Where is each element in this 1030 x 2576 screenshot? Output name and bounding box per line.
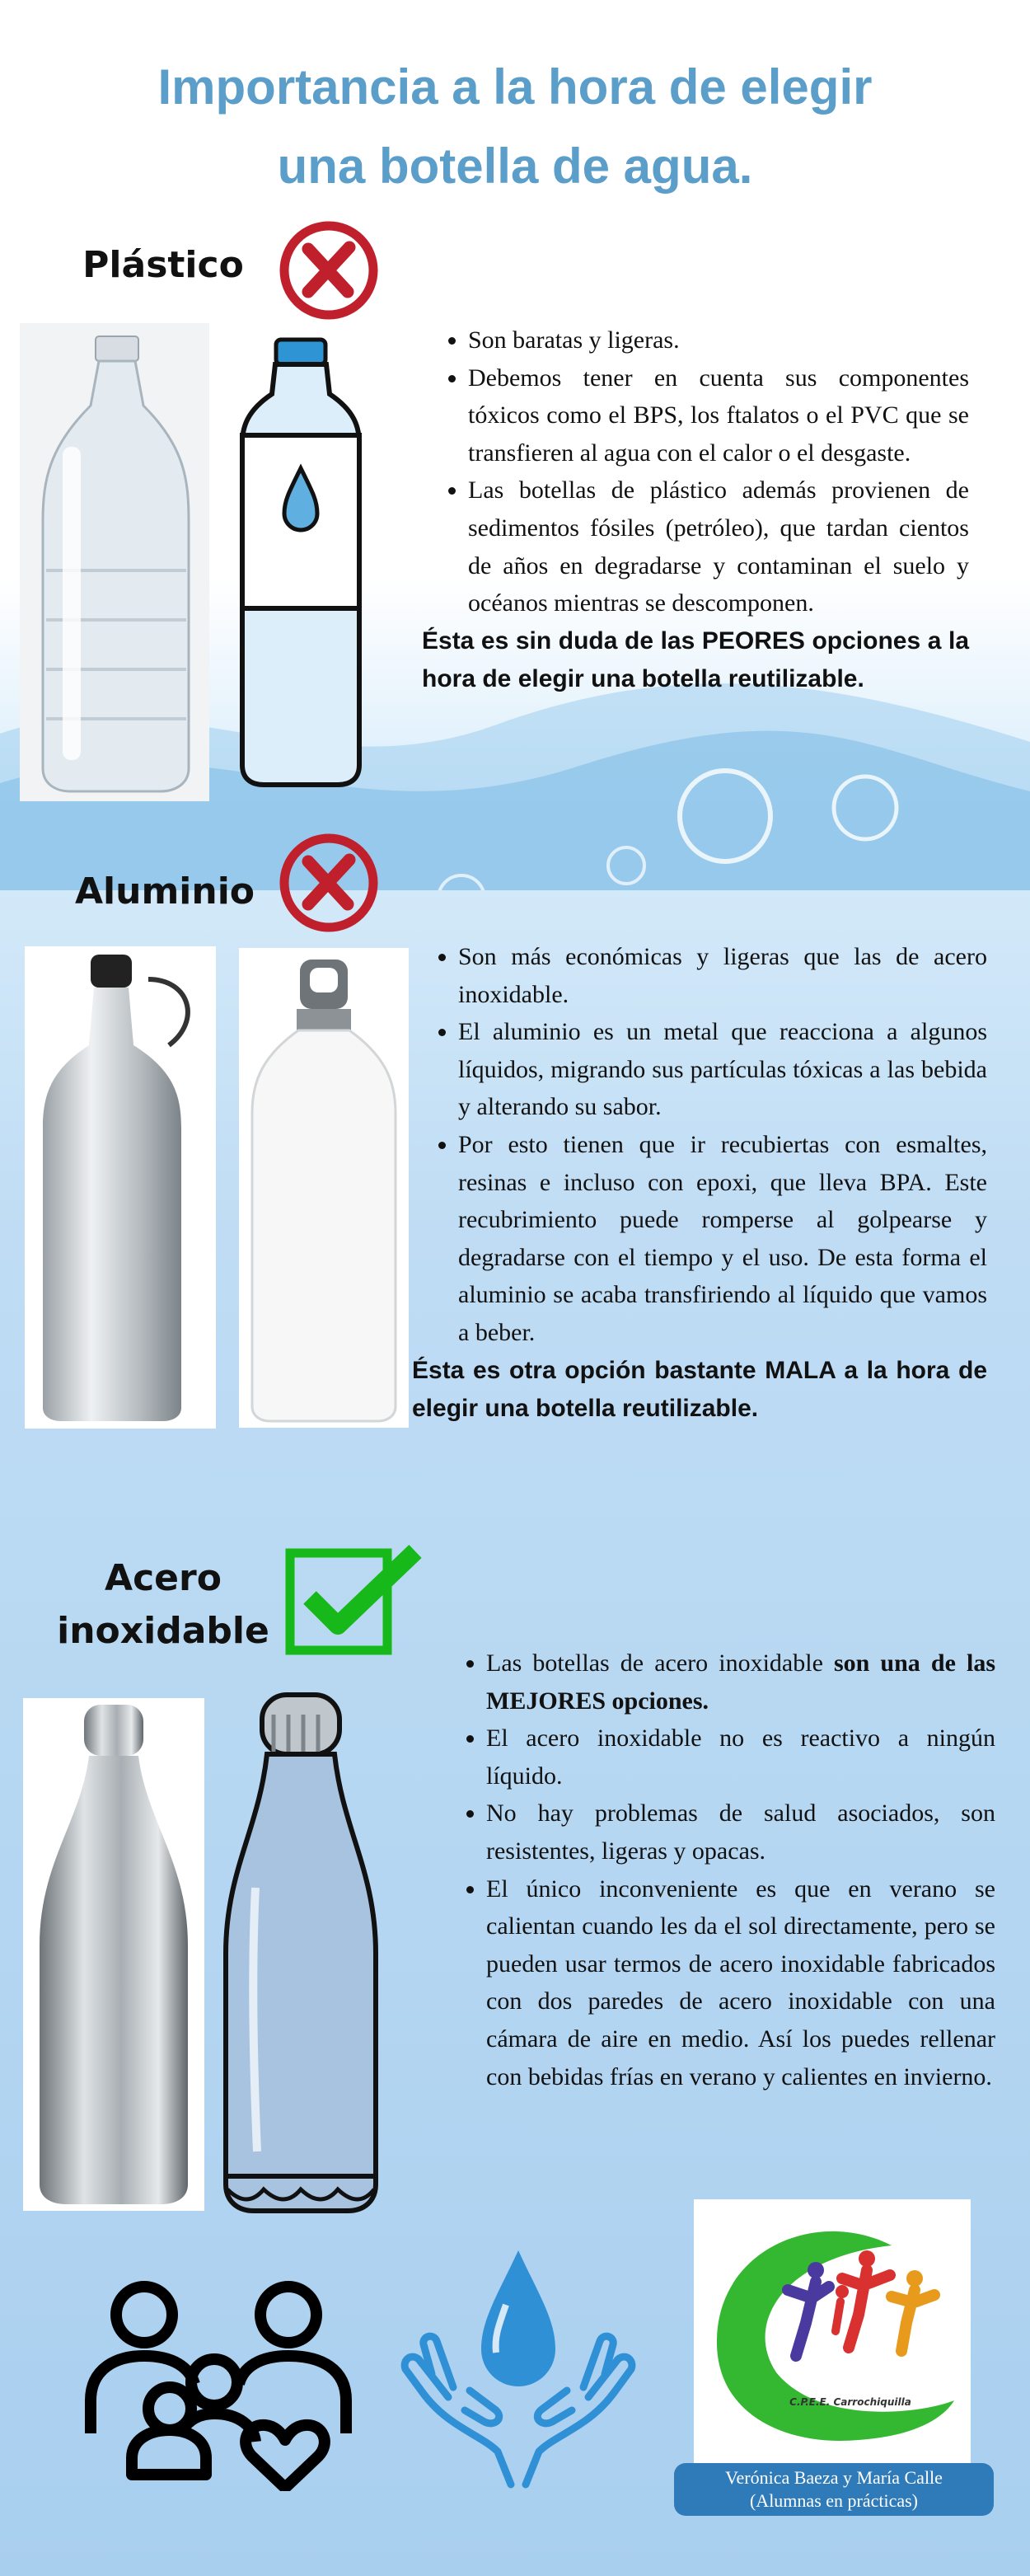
title-line-1: Importancia a la hora de elegir	[157, 59, 873, 115]
credit-line-1: Verónica Baeza y María Calle	[725, 2467, 943, 2488]
stainless-bottle-photo	[23, 1698, 204, 2211]
logo-text: C.P.E.E. Carrochiquilla	[789, 2396, 911, 2408]
acero-heading-line-2: inoxidable	[57, 1610, 269, 1652]
acero-point-1-emphasis: son una de las MEJORES opciones.	[486, 1649, 995, 1715]
stainless-bottle-illustration	[222, 1690, 379, 2217]
section-heading-acero	[49, 1552, 277, 1658]
aluminium-bottle-photo	[25, 946, 216, 1429]
section-heading-plastico: Plástico	[82, 244, 244, 286]
plastico-text-block	[422, 321, 969, 698]
section-heading-aluminio: Aluminio	[74, 870, 255, 913]
credit-line-2: (Alumnas en prácticas)	[749, 2490, 919, 2511]
list-item: • Debemos tener en cuenta sus componentes tóxicos como el BPS, los ftalatos o el PVC que se transfieren al agua con el calor o el desgaste.	[468, 359, 969, 472]
acero-point-1-text: Las botellas de acero inoxidable	[486, 1649, 834, 1677]
acero-heading-line-1: Acero	[105, 1557, 222, 1599]
list-item: • Por esto tienen que ir recubiertas con esmaltes, resinas e incluso con epoxi, que lleva BPA. Este recubrimiento puede romperse al golpearse y degradarse con el tiempo y el uso. De esta forma el aluminio se acaba transfiriendo al líquido que vamos a beber.	[458, 1126, 987, 1352]
family-icon	[82, 2277, 354, 2491]
acero-points-list	[440, 1645, 995, 2095]
plastico-conclusion: Ésta es sin duda de las PEORES opciones a la hora de elegir una botella reutilizable.	[422, 626, 969, 692]
list-item: • Las botellas de plástico además provienen de sedimentos fósiles (petróleo), que tardan cientos de años en degradarse y contaminan el suelo y océanos mientras se descomponen.	[468, 472, 969, 622]
list-item: • El aluminio es un metal que reacciona a algunos líquidos, migrando sus partículas tóxicas a las bebida y alterando su sabor.	[458, 1013, 987, 1126]
plastic-bottle-photo	[20, 323, 209, 801]
aluminio-text-block	[412, 938, 987, 1428]
water-drop-hands-icon	[399, 2245, 638, 2493]
checkbox-check-icon	[283, 1543, 425, 1659]
cross-circle-icon	[275, 216, 382, 323]
list-item	[486, 1645, 995, 1720]
cross-circle-icon	[275, 828, 382, 936]
aluminio-points-list	[412, 938, 987, 1352]
page-title	[0, 48, 1030, 206]
aluminio-conclusion: Ésta es otra opción bastante MALA a la hora de elegir una botella reutilizable.	[412, 1356, 987, 1422]
school-logo	[694, 2199, 971, 2471]
list-item: • Son más económicas y ligeras que las de acero inoxidable.	[458, 938, 987, 1013]
credit-badge	[674, 2463, 994, 2516]
title-line-2: una botella de agua.	[277, 138, 753, 194]
aluminium-bottle-white-photo	[239, 948, 409, 1428]
list-item: • El acero inoxidable no es reactivo a ningún líquido.	[486, 1720, 995, 1795]
list-item: • Son baratas y ligeras.	[468, 321, 969, 359]
plastico-points-list	[422, 321, 969, 622]
acero-text-block	[440, 1645, 995, 2095]
list-item: • El único inconveniente es que en verano se calientan cuando les da el sol directamente, pero se pueden usar termos de acero inoxidable fabricados con dos paredes de acero inoxidable con una cámara de aire en medio. Así los puedes rellenar con bebidas frías en verano y calientes en invierno.	[486, 1870, 995, 2096]
list-item: • No hay problemas de salud asociados, son resistentes, ligeras y opacas.	[486, 1795, 995, 1870]
plastic-bottle-illustration	[239, 336, 363, 790]
